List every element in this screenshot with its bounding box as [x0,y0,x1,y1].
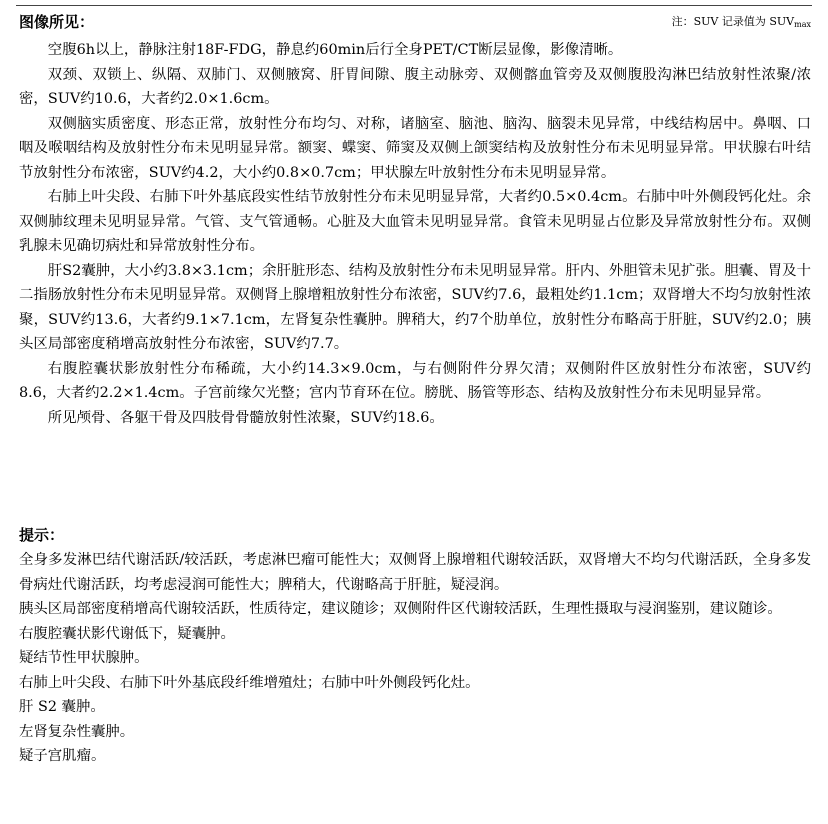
findings-paragraph: 肝S2囊肿，大小约3.8×3.1cm；余肝脏形态、结构及放射性分布未见明显异常。肝内、外胆管未见扩张。胆囊、胃及十二指肠放射性分布未见明显异常。双侧肾上腺增粗放射性分布浓密，SUV约7.6，最粗处约1.1cm；双肾增大不均匀放射性浓聚，SUV约13.6，大者约9.1×7.1cm，左肾复杂性囊肿。脾稍大，约7个肋单位，放射性分布略高于肝脏，SUV约2.0；胰头区局部密度稍增高放射性分布浓密，SUV约7.7。 [19,262,811,352]
suv-note-subscript: max [794,20,811,29]
tip-item: 疑结节性甲状腺肿。 [19,650,149,666]
tip-item: 肝 S2 囊肿。 [19,699,105,715]
tips-title: 提示： [19,526,65,544]
findings-paragraph: 右肺上叶尖段、右肺下叶外基底段实性结节放射性分布未见明显异常，大者约0.5×0.4cm。右肺中叶外侧段钙化灶。余双侧肺纹理未见明显异常。气管、支气管通畅。心脏及大血管未见明显异常。食管未见明显占位影及异常放射性分布。双侧乳腺未见确切病灶和异常放射性分布。 [19,189,811,254]
suv-note-text: 注：SUV 记录值为 SUV [671,15,795,28]
tip-item: 疑子宫肌瘤。 [19,748,106,764]
tip-item: 全身多发淋巴结代谢活跃/较活跃，考虑淋巴瘤可能性大；双侧肾上腺增粗代谢较活跃，双肾增大不均匀代谢活跃，全身多发骨病灶代谢活跃，均考虑浸润可能性大；脾稍大，代谢略高于肝脏，疑浸润。 [19,552,811,593]
tip-item: 右肺上叶尖段、右肺下叶外基底段纤维增殖灶；右肺中叶外侧段钙化灶。 [19,674,480,691]
findings-paragraph: 双颈、双锁上、纵隔、双肺门、双侧腋窝、肝胃间隙、腹主动脉旁、双侧髂血管旁及双侧腹股沟淋巴结放射性浓聚/浓密，SUV约10.6，大者约2.0×1.6cm。 [19,66,811,107]
top-divider [16,5,812,6]
suv-note [672,14,811,33]
tip-item: 左肾复杂性囊肿。 [19,723,135,740]
findings-paragraph: 右腹腔囊状影放射性分布稀疏，大小约14.3×9.0cm，与右侧附件分界欠清；双侧附件区放射性分布浓密，SUV约8.6，大者约2.2×1.4cm。子宫前缘欠光整；宫内节育环在位。膀胱、肠管等形态、结构及放射性分布未见明显异常。 [19,360,811,401]
findings-paragraph: 空腹6h以上，静脉注射18F-FDG，静息约60min后行全身PET/CT断层显像，影像清晰。 [47,42,623,58]
findings-paragraph: 所见颅骨、各躯干骨及四肢骨骨髓放射性浓聚，SUV约18.6。 [47,409,444,426]
tip-item: 胰头区局部密度稍增高代谢较活跃，性质待定，建议随诊；双侧附件区代谢较活跃，生理性摄取与浸润鉴别，建议随诊。 [19,601,782,617]
findings-header [19,12,811,34]
tips-body [19,548,811,769]
findings-paragraph: 双侧脑实质密度、形态正常，放射性分布均匀、对称，诸脑室、脑池、脑沟、脑裂未见异常，中线结构居中。鼻咽、口咽及喉咽结构及放射性分布未见明显异常。额窦、蝶窦、筛窦及双侧上颌窦结构及放射性分布未见明显异常。甲状腺右叶结节放射性分布浓密，SUV约4.2，大小约0.8×0.7cm；甲状腺左叶放射性分布未见明显异常。 [19,115,811,181]
findings-title: 图像所见： [19,13,95,31]
findings-body [19,38,811,430]
tip-item: 右腹腔囊状影代谢低下，疑囊肿。 [19,625,235,642]
